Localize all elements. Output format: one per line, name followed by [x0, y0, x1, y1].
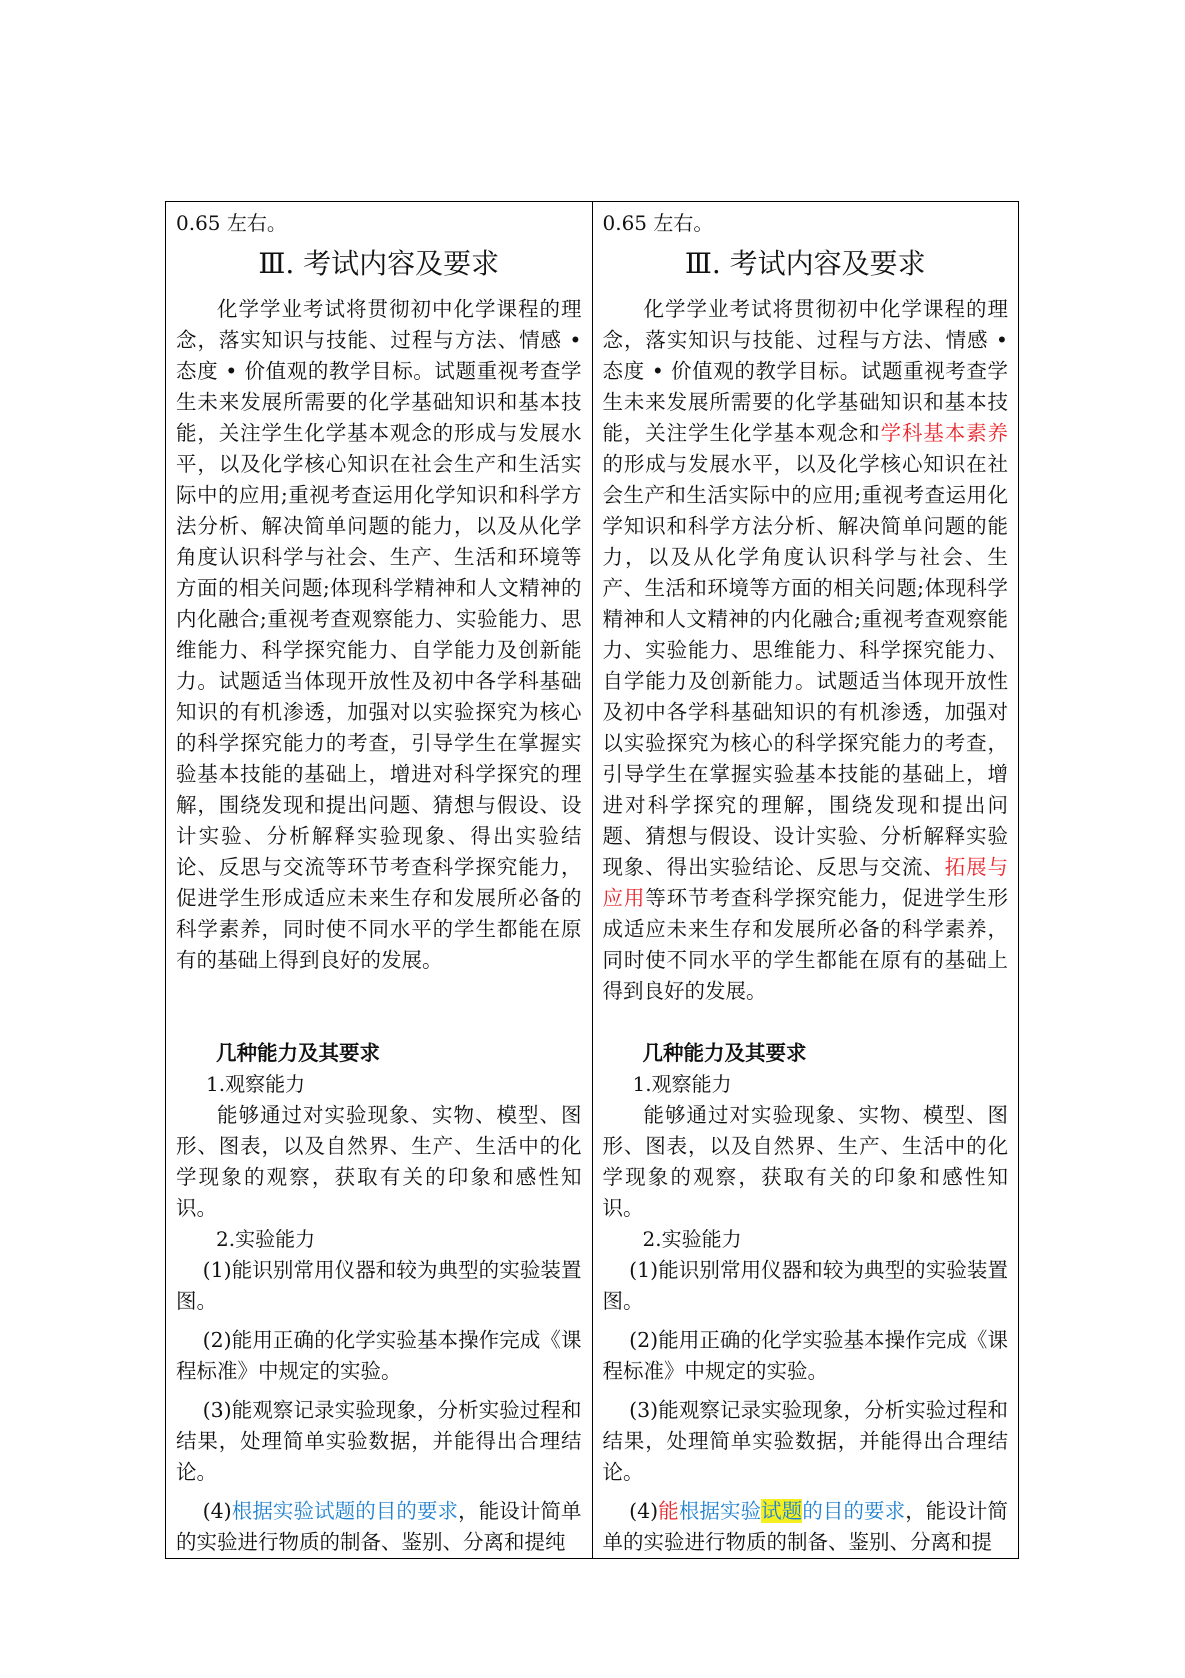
req4-link-text-2: 的目的要求 — [802, 1499, 906, 1523]
abilities-title: 几种能力及其要求 — [216, 1041, 380, 1065]
right-column — [592, 202, 1019, 1559]
intro-paragraph: 化学学业考试将贯彻初中化学课程的理念，落实知识与技能、过程与方法、情感 • 态度 • 价值观的教学目标。试题重视考查学生未来发展所需要的化学基础知识和基本技能，关注学生化学基本观念的形成与发展水平，以及化学核心知识在社会生产和生活实际中的应用;重视考查运用化学知识和科学方法分析、解决简单问题的能力，以及从化学角度认识科学与社会、生产、生活和环境等方面的相关问题;体现科学精神和人文精神的内化融合;重视考查观察能力、实验能力、思维能力、科学探究能力、自学能力及创新能力。试题适当体现开放性及初中各学科基础知识的有机渗透，加强对以实验探究为核心的科学探究能力的考查，引导学生在掌握实验基本技能的基础上，增进对科学探究的理解，围绕发现和提出问题、猜想与假设、设计实验、分析解释实验现象、得出实验结论、反思与交流等环节考查科学探究能力，促进学生形成适应未来生存和发展所必备的科学素养，同时使不同水平的学生都能在原有的基础上得到良好的发展。 — [176, 297, 582, 972]
top-note: 0.65 左右。 — [176, 211, 287, 235]
abilities-title: 几种能力及其要求 — [642, 1041, 807, 1065]
observation-heading: 1.观察能力 — [206, 1072, 306, 1096]
requirement-1: (1)能识别常用仪器和较为典型的实验装置图。 — [602, 1258, 1008, 1313]
top-note: 0.65 左右。 — [602, 211, 714, 235]
req4-prefix: (4) — [202, 1499, 232, 1523]
experiment-heading: 2.实验能力 — [216, 1227, 316, 1251]
requirement-2: (2)能用正确的化学实验基本操作完成《课程标准》中规定的实验。 — [602, 1328, 1008, 1383]
section-title: Ⅲ. 考试内容及要求 — [258, 247, 500, 280]
spacer — [176, 976, 582, 1038]
observation-heading: 1.观察能力 — [632, 1072, 732, 1096]
spacer — [603, 1007, 1009, 1038]
added-text-2: 拓展与应用 — [602, 855, 1009, 910]
req4-added-text: 能 — [658, 1499, 679, 1523]
observation-text: 能够通过对实验现象、实物、模型、图形、图表，以及自然界、生产、生活中的化学现象的观察，获取有关的印象和感性知识。 — [602, 1103, 1008, 1220]
requirement-4 — [176, 1496, 582, 1558]
req4-prefix: (4) — [629, 1499, 659, 1523]
requirement-4 — [603, 1496, 1009, 1558]
experiment-heading: 2.实验能力 — [642, 1227, 742, 1251]
observation-text: 能够通过对实验现象、实物、模型、图形、图表，以及自然界、生产、生活中的化学现象的观察，获取有关的印象和感性知识。 — [176, 1103, 582, 1220]
req4-link-text: 根据实验试题的目的要求 — [231, 1499, 459, 1523]
left-column — [166, 202, 593, 1559]
req4-rest: ，能设计简单的实验进行物质的制备、鉴别、分离和提纯 — [176, 1499, 582, 1554]
intro-part-2: 的形成与发展水平，以及化学核心知识在社会生产和生活实际中的应用;重视考查运用化学知识和科学方法分析、解决简单问题的能力，以及从化学角度认识科学与社会、生产、生活和环境等方面的相关问题;体现科学精神和人文精神的内化融合;重视考查观察能力、实验能力、思维能力、科学探究能力、自学能力及创新能力。试题适当体现开放性及初中各学科基础知识的有机渗透，加强对以实验探究为核心的科学探究能力的考查，引导学生在掌握实验基本技能的基础上，增进对科学探究的理解，围绕发现和提出问题、猜想与假设、设计实验、分析解释实验现象、得出实验结论、反思与交流、 — [602, 452, 1008, 879]
req4-link-text-1: 根据实验 — [678, 1499, 762, 1523]
requirement-2: (2)能用正确的化学实验基本操作完成《课程标准》中规定的实验。 — [176, 1328, 582, 1383]
intro-paragraph — [603, 294, 1009, 1007]
added-text-1: 学科基本素养 — [880, 421, 1009, 445]
intro-part-3: 等环节考查科学探究能力，促进学生形成适应未来生存和发展所必备的科学素养，同时使不同水平的学生都能在原有的基础上得到良好的发展。 — [602, 886, 1009, 1003]
requirement-3: (3)能观察记录实验现象，分析实验过程和结果，处理简单实验数据，并能得出合理结论。 — [176, 1398, 582, 1484]
section-title: Ⅲ. 考试内容及要求 — [684, 247, 926, 280]
comparison-table — [165, 201, 1019, 1559]
intro-part-1: 化学学业考试将贯彻初中化学课程的理念，落实知识与技能、过程与方法、情感 • 态度 • 价值观的教学目标。试题重视考查学生未来发展所需要的化学基础知识和基本技能，关注学生化学基本观念和 — [602, 297, 1008, 445]
req4-highlighted-text: 试题 — [761, 1499, 803, 1523]
req4-rest: ，能设计简单的实验进行物质的制备、鉴别、分离和提 — [602, 1499, 1009, 1554]
requirement-1: (1)能识别常用仪器和较为典型的实验装置图。 — [176, 1258, 582, 1313]
requirement-3: (3)能观察记录实验现象，分析实验过程和结果，处理简单实验数据，并能得出合理结论。 — [602, 1398, 1008, 1484]
